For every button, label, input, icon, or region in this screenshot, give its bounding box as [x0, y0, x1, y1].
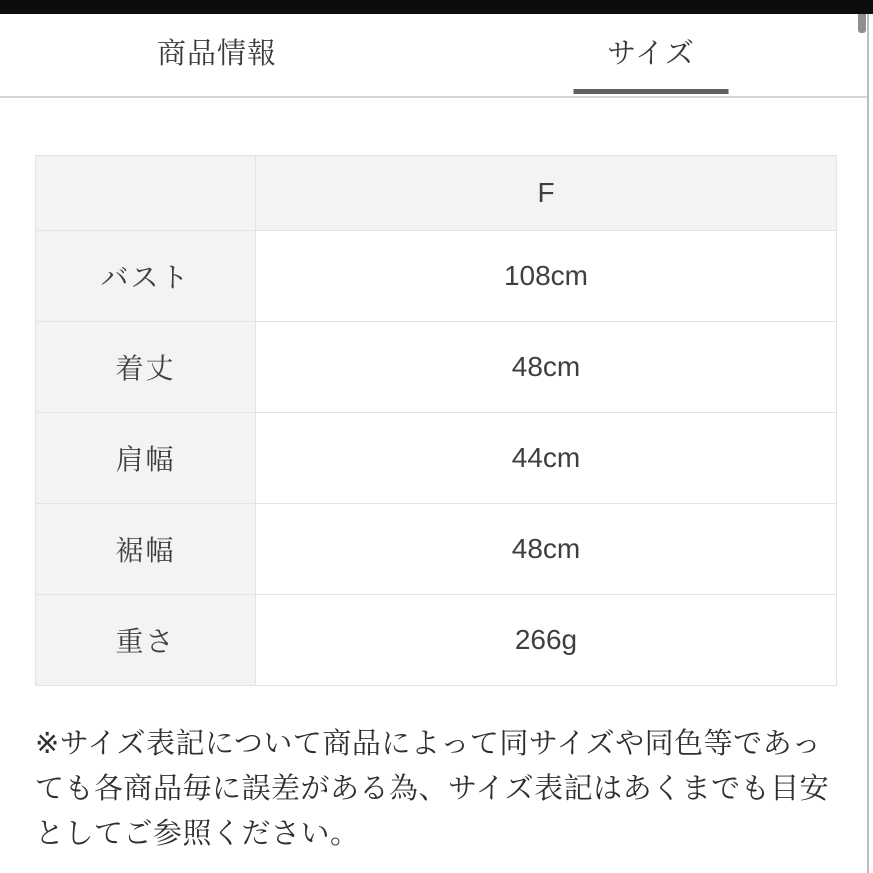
table-row-shoulder-width: [36, 413, 837, 504]
scrollbar-thumb[interactable]: [858, 14, 866, 33]
table-row-bust: [36, 231, 837, 322]
row-value: 266g: [256, 595, 837, 686]
table-header-row: [36, 156, 837, 231]
tab-size[interactable]: [434, 14, 868, 96]
row-label: 肩幅: [36, 413, 256, 504]
scrollbar-track-line: [867, 14, 869, 873]
tab-product-info[interactable]: [0, 14, 434, 96]
table-row-weight: [36, 595, 837, 686]
top-black-bar: [0, 0, 873, 14]
row-value: 44cm: [256, 413, 837, 504]
tab-bar: [0, 14, 868, 98]
tab-size-label: サイズ: [607, 37, 695, 70]
tab-size-active-indicator: [574, 89, 729, 94]
row-label: 裾幅: [36, 504, 256, 595]
row-value: 48cm: [256, 322, 837, 413]
size-disclaimer-note: ※サイズ表記について商品によって同サイズや同色等であっても各商品毎に誤差がある為、サイズ表記はあくまでも目安としてご参照ください。: [35, 728, 830, 850]
size-spec-table: [35, 155, 837, 686]
row-label: 重さ: [36, 595, 256, 686]
table-row-hem-width: [36, 504, 837, 595]
table-row-length: [36, 322, 837, 413]
row-label: 着丈: [36, 322, 256, 413]
tab-product-info-label: 商品情報: [156, 37, 277, 70]
table-header-empty-cell: [36, 156, 256, 231]
table-header-size-cell: F: [256, 156, 837, 231]
row-value: 108cm: [256, 231, 837, 322]
row-value: 48cm: [256, 504, 837, 595]
row-label: バスト: [36, 231, 256, 322]
